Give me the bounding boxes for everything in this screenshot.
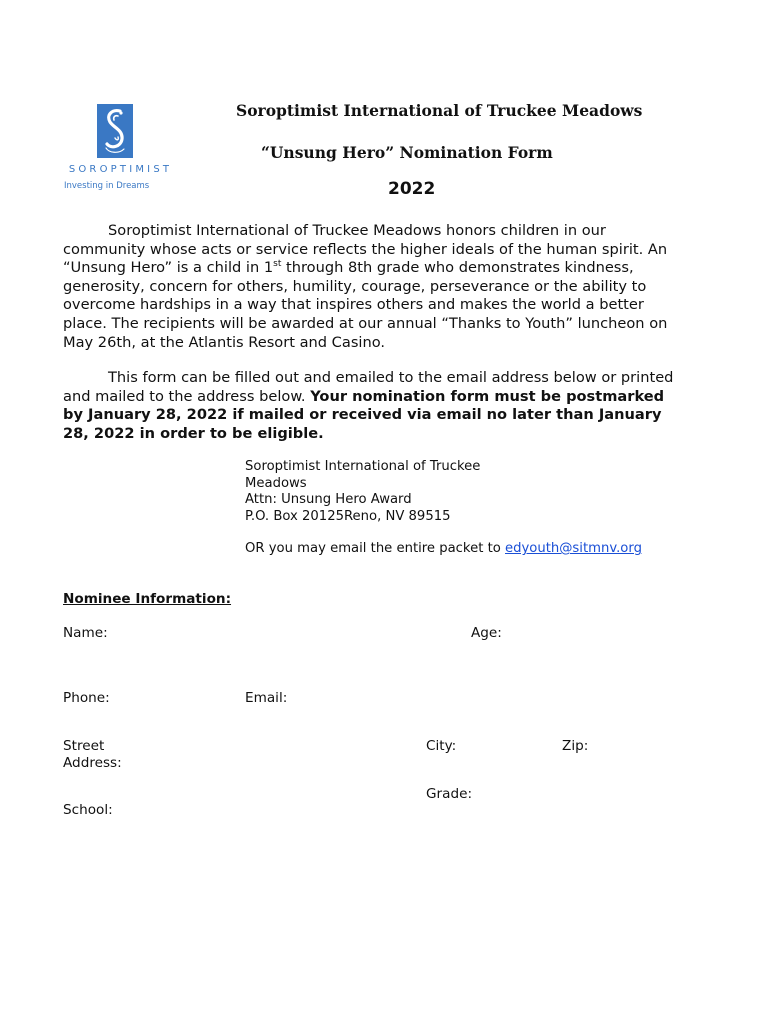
deadline-text: 28, 2022 in order to be eligible. <box>63 424 324 442</box>
address-line: P.O. Box 20125Reno, NV 89515 <box>245 508 451 524</box>
intro-paragraph <box>63 222 713 352</box>
intro-line: May 26th, at the Atlantis Resort and Casino. <box>63 333 386 351</box>
street-label-line: Address: <box>63 755 122 771</box>
intro-line: community whose acts or service reflects the higher ideals of the human spirit. An <box>63 240 668 258</box>
intro-line: generosity, concern for others, humility, courage, perseverance or the ability to <box>63 277 647 295</box>
instructions-line <box>63 425 713 444</box>
instructions-paragraph <box>63 369 713 443</box>
instructions-text: and mailed to the address below. <box>63 387 311 405</box>
form-year: 2022 <box>388 179 436 199</box>
mailing-address <box>245 459 545 525</box>
email-instruction <box>245 541 642 556</box>
ordinal-suffix: st <box>273 259 282 270</box>
deadline-text: by January 28, 2022 if mailed or received via email no later than January <box>63 406 662 424</box>
email-prefix: OR you may email the entire packet to <box>245 541 505 556</box>
address-line: Soroptimist International of Truckee <box>245 459 481 474</box>
email-field-label: Email: <box>245 690 288 706</box>
name-field-label: Name: <box>63 625 108 641</box>
intro-text: “Unsung Hero” is a child in 1 <box>63 259 274 277</box>
phone-field-label: Phone: <box>63 690 110 706</box>
email-link[interactable]: edyouth@sitmnv.org <box>505 541 642 556</box>
age-field-label: Age: <box>471 625 502 641</box>
intro-text: through 8th grade who demonstrates kindness, <box>281 259 634 277</box>
logo-tagline: Investing in Dreams <box>64 181 150 191</box>
zip-field-label: Zip: <box>562 738 589 754</box>
city-field-label: City: <box>426 738 457 754</box>
grade-field-label: Grade: <box>426 786 473 802</box>
nominee-section-heading: Nominee Information: <box>63 591 232 607</box>
logo-wordmark: SOROPTIMIST <box>68 164 173 175</box>
address-line: Attn: Unsung Hero Award <box>245 492 412 508</box>
address-line: Meadows <box>245 475 307 491</box>
soroptimist-s-icon <box>97 104 133 158</box>
intro-line: Soroptimist International of Truckee Meadows honors children in our <box>108 222 606 239</box>
street-address-field-label <box>63 738 122 772</box>
intro-line <box>63 259 713 278</box>
soroptimist-logo <box>58 100 183 196</box>
instructions-line <box>63 388 713 407</box>
form-title: “Unsung Hero” Nomination Form <box>261 143 553 162</box>
street-label-line: Street <box>63 738 105 754</box>
intro-line: overcome hardships in a way that inspires others and makes the world a better <box>63 296 644 314</box>
intro-line: place. The recipients will be awarded at our annual “Thanks to Youth” luncheon on <box>63 314 668 332</box>
instructions-line <box>63 406 713 425</box>
school-field-label: School: <box>63 802 113 818</box>
organization-title: Soroptimist International of Truckee Meadows <box>236 101 643 120</box>
instructions-line: This form can be filled out and emailed to the email address below or printed <box>108 369 674 386</box>
deadline-text: Your nomination form must be postmarked <box>310 387 665 405</box>
